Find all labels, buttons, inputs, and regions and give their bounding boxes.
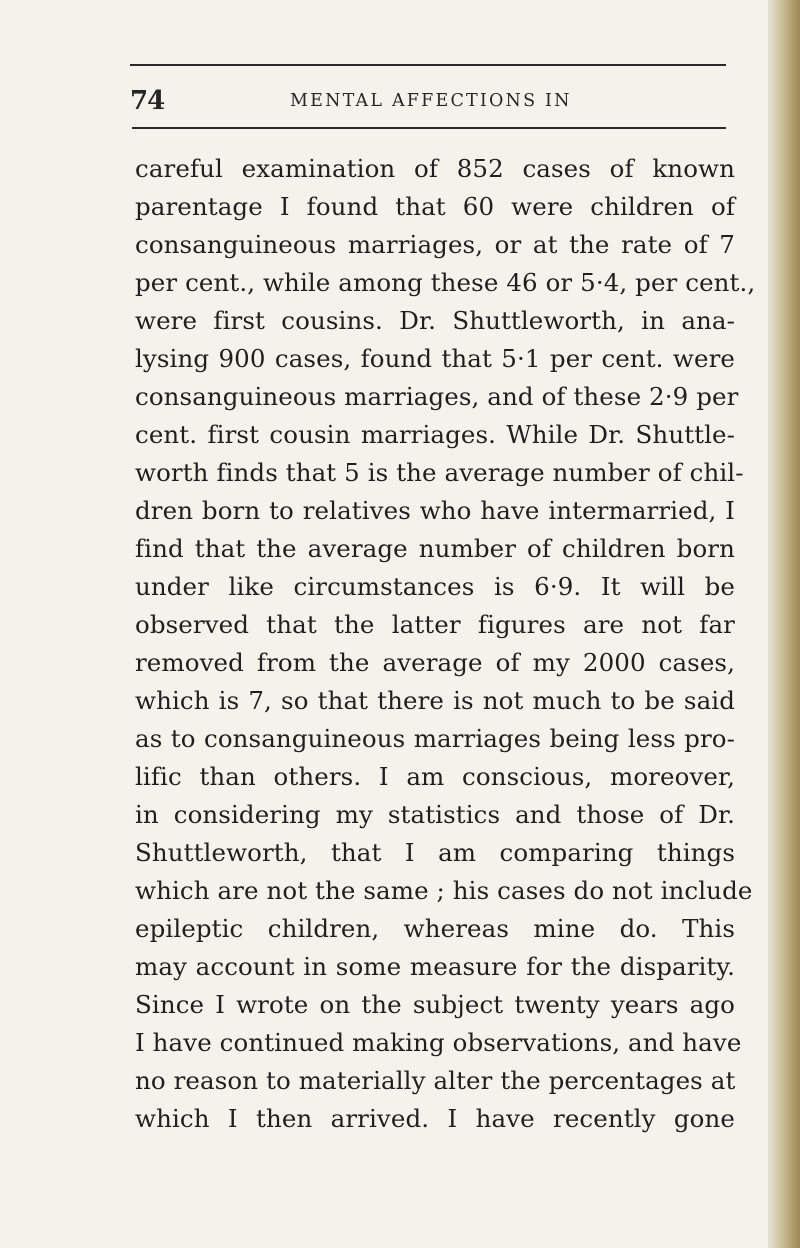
text-line: as to consanguineous marriages being less pro- bbox=[135, 724, 735, 753]
text-line: dren born to relatives who have intermarried, I bbox=[135, 496, 735, 525]
text-line: which I then arrived. I have recently gone bbox=[135, 1104, 735, 1133]
text-line: were first cousins. Dr. Shuttleworth, in ana- bbox=[135, 306, 735, 335]
running-head bbox=[130, 86, 730, 122]
text-line: careful examination of 852 cases of known bbox=[135, 154, 735, 183]
text-line: I have continued making observations, and have bbox=[135, 1028, 742, 1057]
text-line: observed that the latter figures are not far bbox=[135, 610, 735, 639]
header-rule-bottom bbox=[132, 127, 726, 129]
text-line: Shuttleworth, that I am comparing things bbox=[135, 838, 735, 867]
text-line: find that the average number of children born bbox=[135, 534, 735, 563]
text-line: Since I wrote on the subject twenty years ago bbox=[135, 990, 735, 1019]
running-head-title: MENTAL AFFECTIONS IN bbox=[290, 91, 572, 111]
text-line: consanguineous marriages, or at the rate of 7 bbox=[135, 230, 735, 259]
page-edge-shadow bbox=[768, 0, 800, 1248]
text-line: cent. first cousin marriages. While Dr. Shuttle- bbox=[135, 420, 735, 449]
text-line: epileptic children, whereas mine do. This bbox=[135, 914, 735, 943]
text-line: in considering my statistics and those of Dr. bbox=[135, 800, 735, 829]
page-number: 74 bbox=[130, 86, 165, 116]
text-line: removed from the average of my 2000 cases, bbox=[135, 648, 735, 677]
text-line: worth finds that 5 is the average number of chil- bbox=[135, 458, 744, 487]
header-rule-top bbox=[130, 64, 726, 66]
text-line: parentage I found that 60 were children of bbox=[135, 192, 735, 221]
text-line: which is 7, so that there is not much to be said bbox=[135, 686, 735, 715]
text-line: may account in some measure for the disparity. bbox=[135, 952, 735, 981]
body-text bbox=[135, 150, 756, 1138]
text-line: per cent., while among these 46 or 5·4, per cent., bbox=[135, 268, 756, 297]
text-line: lysing 900 cases, found that 5·1 per cent. were bbox=[135, 344, 735, 373]
text-line: no reason to materially alter the percentages at bbox=[135, 1066, 736, 1095]
text-line: lific than others. I am conscious, moreover, bbox=[135, 762, 735, 791]
text-line: consanguineous marriages, and of these 2·9 per bbox=[135, 382, 739, 411]
text-line: which are not the same ; his cases do not include bbox=[135, 876, 753, 905]
text-line: under like circumstances is 6·9. It will be bbox=[135, 572, 735, 601]
